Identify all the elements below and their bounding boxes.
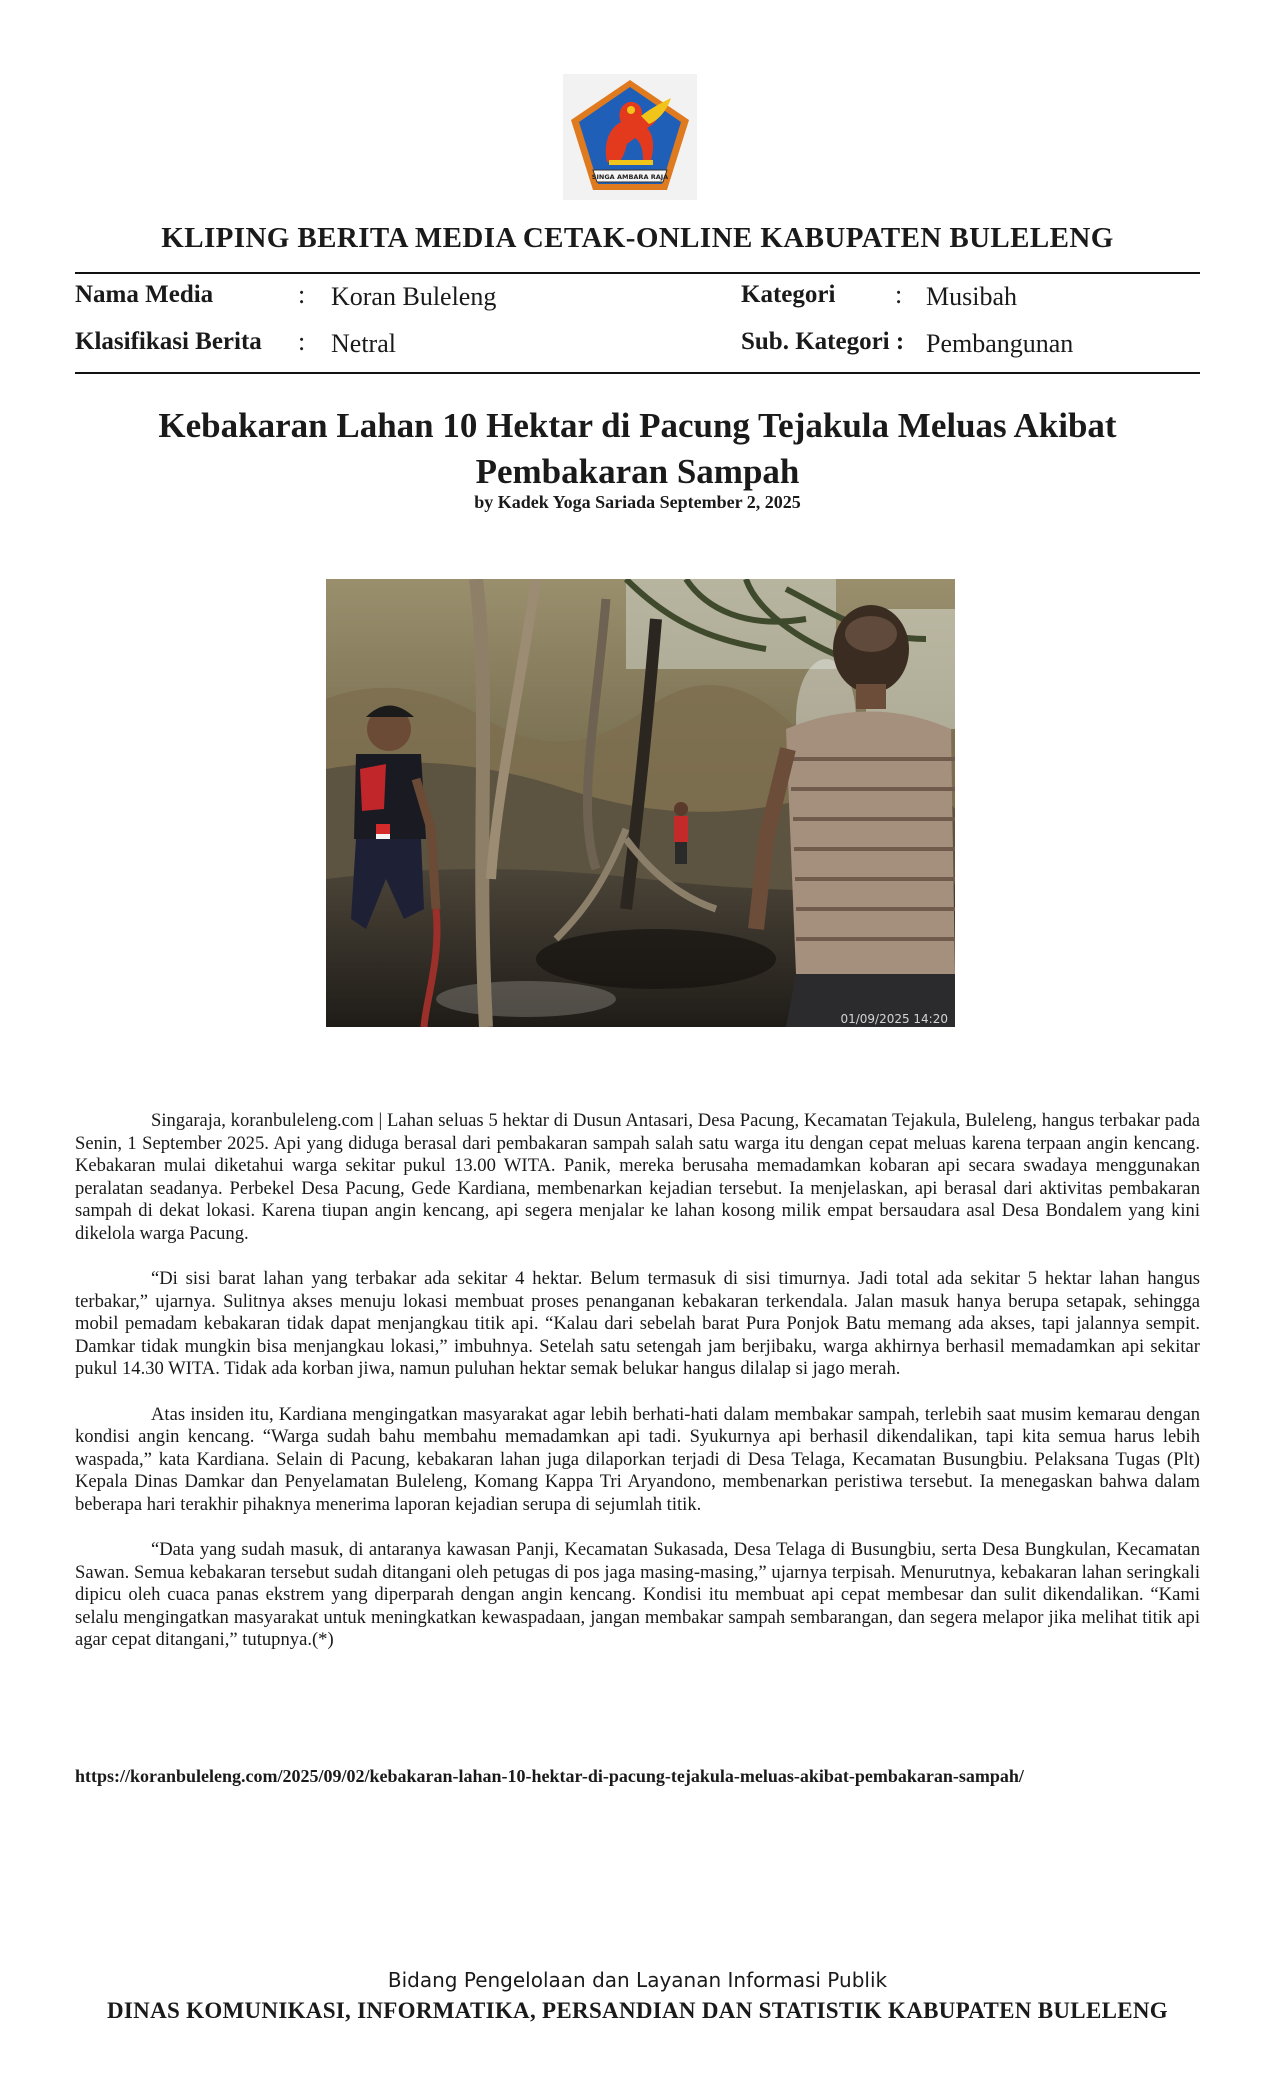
article-paragraph-1: Singaraja, koranbuleleng.com | Lahan seluas 5 hektar di Dusun Antasari, Desa Pacung, Kecamatan Tejakula, Buleleng, hangus terbakar pada Senin, 1 September 2025. Api yang diduga berasal dari pembakaran sampah salah satu warga itu dengan cepat meluas karena terpaan angin kencang. Kebakaran mulai diketahui warga sekitar pukul 13.00 WITA. Panik, mereka berusaha memadamkan kobaran api secara swadaya menggunakan peralatan seadanya. Perbekel Desa Pacung, Gede Kardiana, membenarkan kejadian tersebut. Ia menjelaskan, api berasal dari aktivitas pembakaran sampah di dekat lokasi. Karena tiupan angin kencang, api segera menjalar ke lahan kosong milik empat bersaudara asal Desa Bondalem yang kini dikelola warga Pacung.: [75, 1110, 1200, 1244]
article-paragraph-4: “Data yang sudah masuk, di antaranya kawasan Panji, Kecamatan Sukasada, Desa Telaga di Busungbiu, serta Desa Bungkulan, Kecamatan Sawan. Semua kebakaran tersebut sudah ditangani oleh petugas di pos jaga masing-masing,” ujarnya terpisah. Menurutnya, kebakaran lahan seringkali dipicu oleh cuaca panas ekstrem yang diperparah dengan angin kencang. Kondisi itu membuat api cepat membesar dan sulit dikendalikan. “Kami selalu mengingatkan masyarakat untuk meningkatkan kewaspadaan, jangan membakar sampah sembarangan, dan segera melapor jika melihat titik api agar cepat ditangani,” tutupnya.(*): [75, 1539, 1200, 1650]
header-top-rule: [75, 272, 1200, 274]
header-bottom-rule: [75, 372, 1200, 374]
article-title-line1: Kebakaran Lahan 10 Hektar di Pacung Tejakula Meluas Akibat: [158, 406, 1117, 445]
klasifikasi-label: Klasifikasi Berita: [75, 328, 262, 355]
sub-kategori-label: Sub. Kategori :: [741, 328, 905, 355]
source-url: https://koranbuleleng.com/2025/09/02/kebakaran-lahan-10-hektar-di-pacung-tejakula-meluas-akibat-pembakaran-sampah/: [75, 1766, 1024, 1786]
article-byline: by Kadek Yoga Sariada September 2, 2025: [474, 492, 801, 512]
kategori-value: Musibah: [926, 282, 1017, 311]
article-photo: [326, 579, 955, 1027]
buleleng-emblem-logo: [563, 74, 697, 200]
emblem-motto: SINGA AMBARA RAJA: [591, 173, 669, 181]
article-title-line2: Pembakaran Sampah: [475, 452, 800, 491]
klasifikasi-colon: :: [298, 327, 306, 356]
klasifikasi-value: Netral: [331, 329, 396, 358]
land-fire-photo: [326, 579, 955, 1027]
article-paragraph-3: Atas insiden itu, Kardiana mengingatkan masyarakat agar lebih berhati-hati dalam membakar sampah, terlebih saat musim kemarau dengan kondisi angin kencang. “Warga sudah bahu membahu memadamkan api tadi. Syukurnya api berhasil dikendalikan, tapi kita semua harus lebih waspada,” kata Kardiana. Selain di Pacung, kebakaran lahan juga dilaporkan terjadi di Desa Telaga, Kecamatan Busungbiu. Pelaksana Tugas (Plt) Kepala Dinas Damkar dan Penyelamatan Buleleng, Komang Kappa Tri Aryandono, membenarkan peristiwa tersebut. Ia menegaskan bahwa dalam beberapa hari terakhir pihaknya menerima laporan kejadian serupa di sejumlah titik.: [75, 1403, 1200, 1515]
sub-kategori-value: Pembangunan: [926, 329, 1074, 358]
kategori-colon: :: [895, 280, 903, 309]
emblem-graphic: [563, 74, 697, 200]
footer-department: Bidang Pengelolaan dan Layanan Informasi Publik: [387, 1968, 888, 1992]
document-header-title: KLIPING BERITA MEDIA CETAK-ONLINE KABUPATEN BULELENG: [161, 222, 1114, 254]
article-paragraph-2: “Di sisi barat lahan yang terbakar ada sekitar 4 hektar. Belum termasuk di sisi timurnya. Jadi total ada sekitar 5 hektar lahan hangus terbakar,” ujarnya. Sulitnya akses menuju lokasi membuat proses penanganan kebakaran terkendala. Jalan masuk hanya berupa setapak, sehingga mobil pemadam kebakaran tidak dapat menjangkau titik api. “Kalau dari sebelah barat Pura Ponjok Batu memang ada akses, tapi jalannya sempit. Damkar tidak mungkin bisa menjangkau lokasi,” imbuhnya. Setelah satu setengah jam berjibaku, warga akhirnya berhasil memadamkan api sekitar pukul 14.30 WITA. Tidak ada korban jiwa, namun puluhan hektar semak belukar hangus dilalap si jago merah.: [75, 1268, 1200, 1379]
kategori-label: Kategori: [741, 281, 836, 308]
nama-media-value: Koran Buleleng: [331, 282, 497, 311]
article-body: [75, 1110, 1200, 1675]
footer-agency: DINAS KOMUNIKASI, INFORMATIKA, PERSANDIAN DAN STATISTIK KABUPATEN BULELENG: [107, 1998, 1168, 2023]
article-title: [100, 403, 1175, 495]
nama-media-colon: :: [298, 280, 306, 309]
photo-timestamp: 01/09/2025 14:20: [840, 1012, 948, 1026]
nama-media-label: Nama Media: [75, 281, 214, 308]
